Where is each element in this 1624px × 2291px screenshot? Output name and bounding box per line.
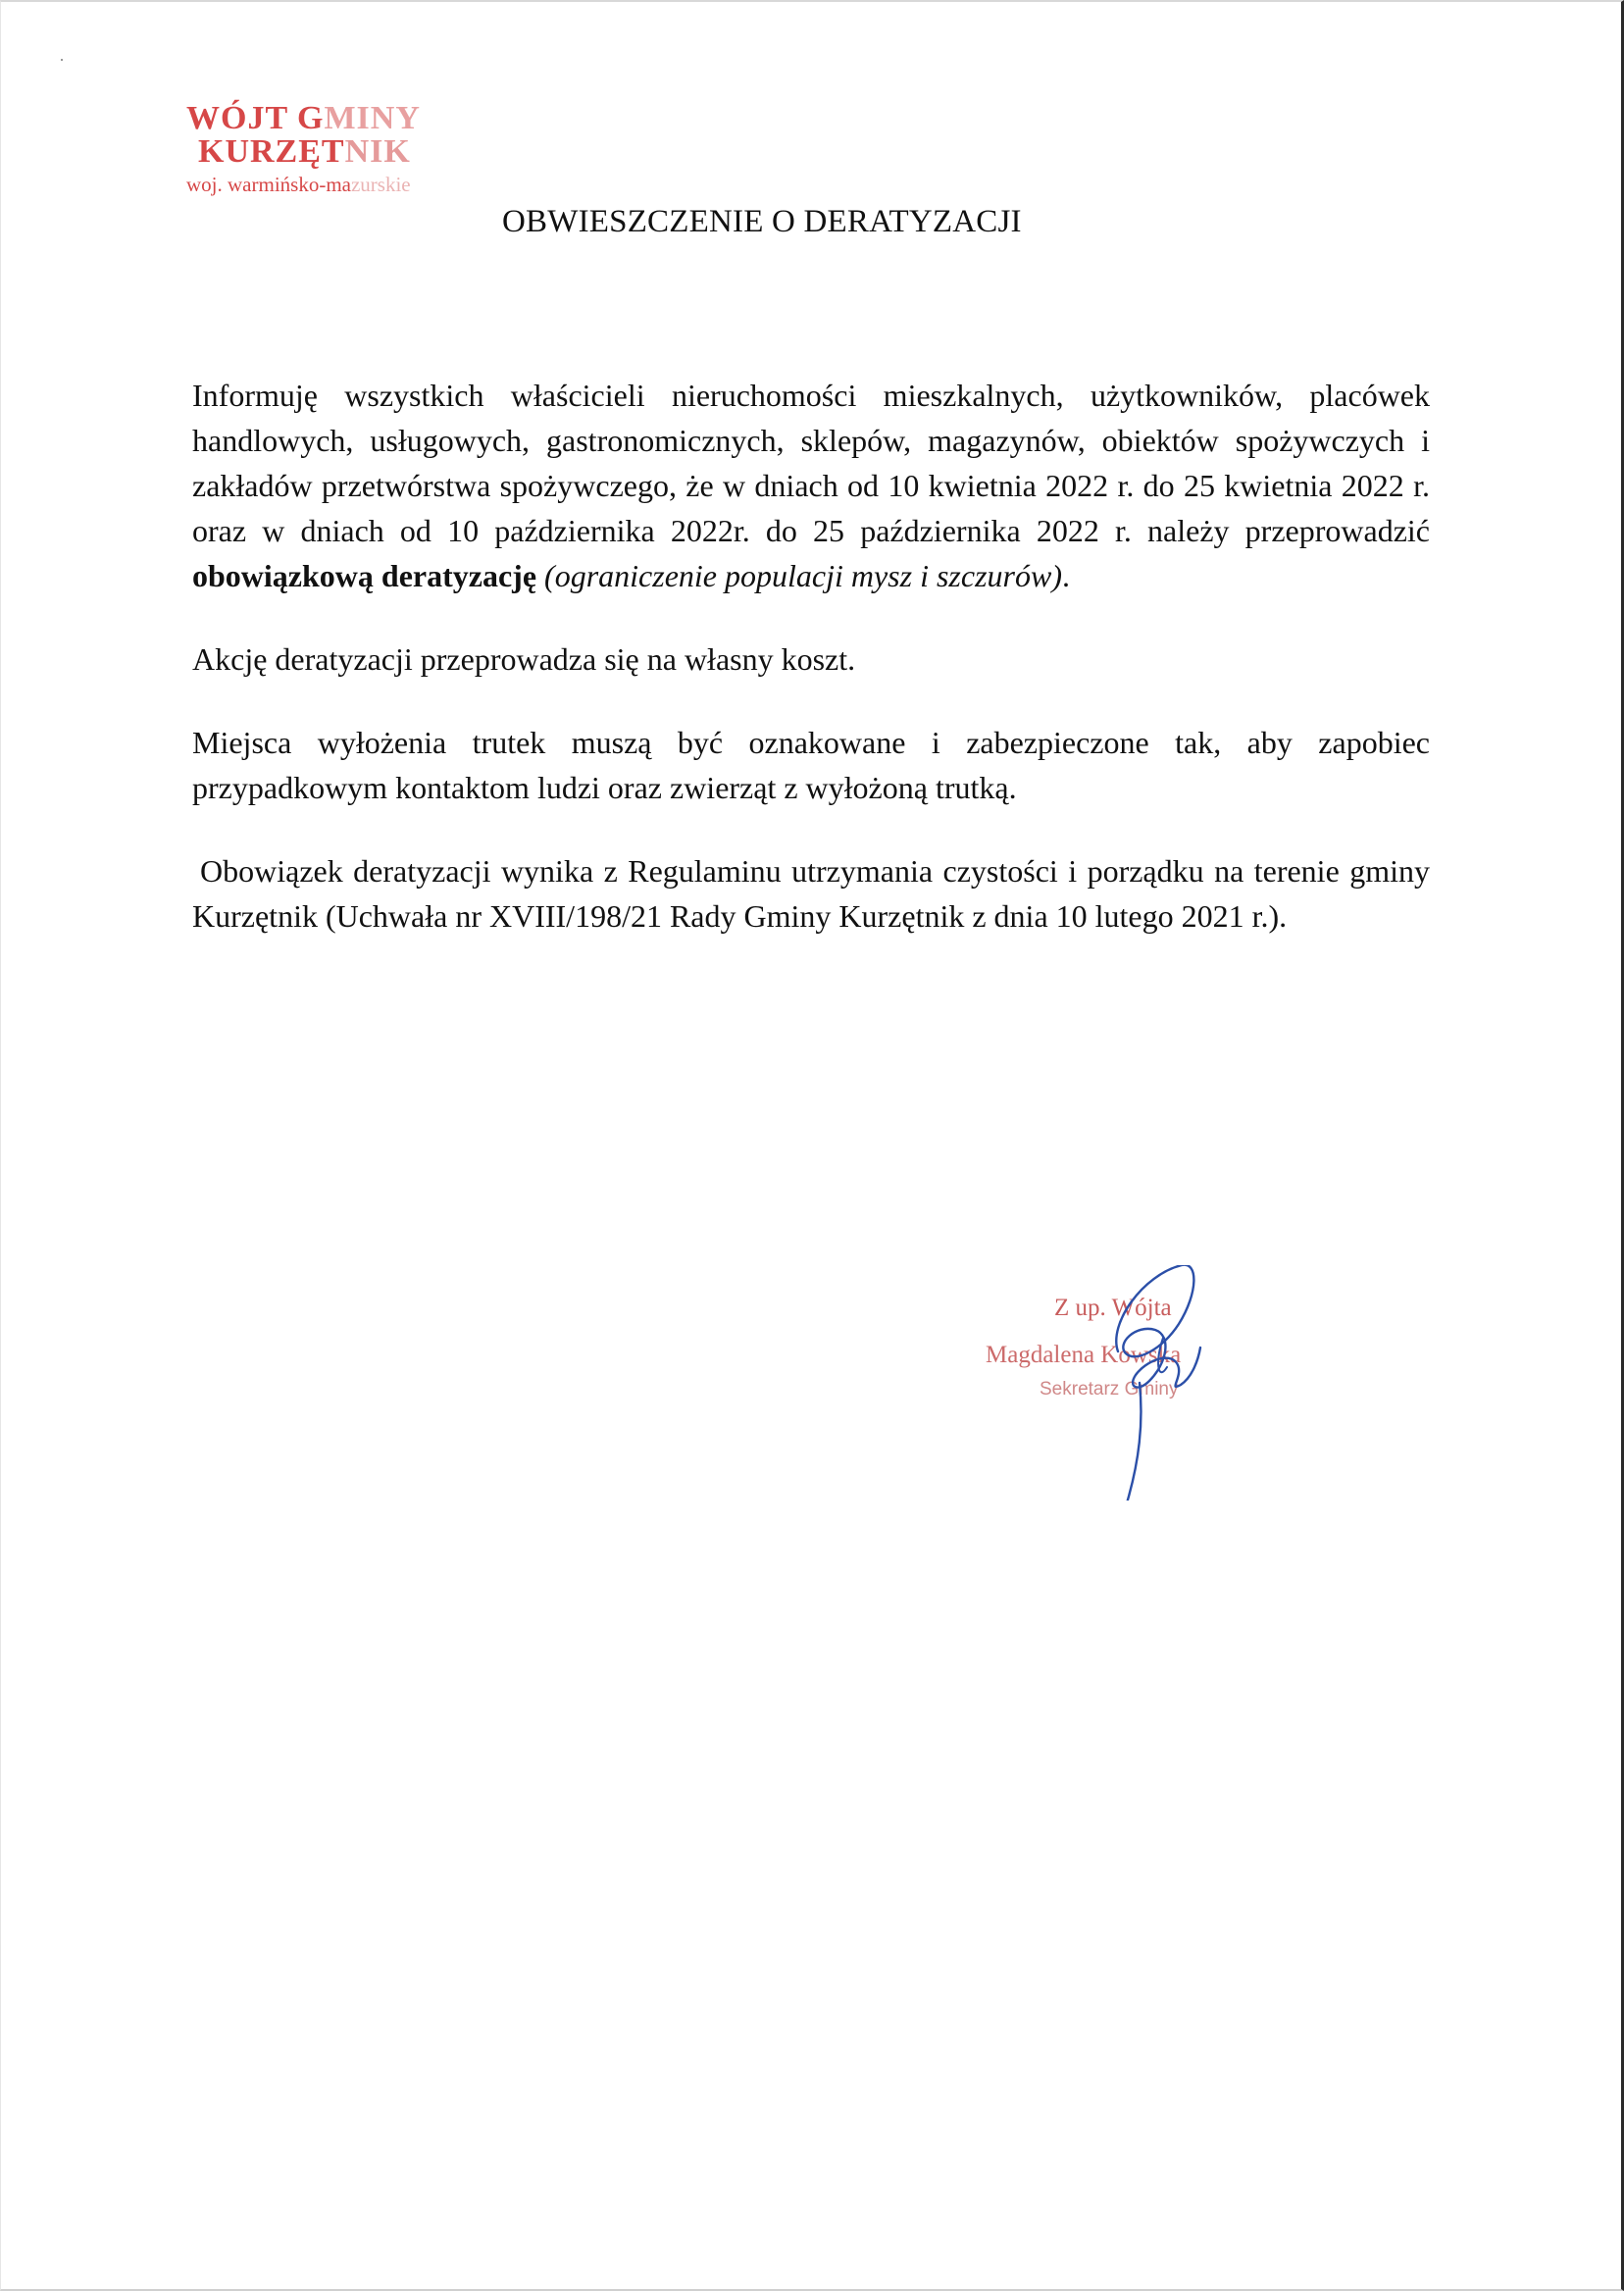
handwritten-signature [971,1265,1304,1501]
stamp-line2-b: NIK [344,133,411,170]
signature-role: Sekretarz Gminy [1040,1379,1179,1400]
official-stamp [186,102,500,196]
announcement-text: Informuję wszystkich właścicieli nieruchomości mieszkalnych, użytkowników, placówek handlowych, usługowych, gastronomicznych, sklepów, magazynów, obiektów spożywczych i zakładów przetwórstwa spożywczego, że w dniach od 10 kwietnia 2022 r. do 25 kwietnia 2022 r. oraz w dniach od 10 października 2022r. do 25 października 2022 r. należy przeprowadzić [192,378,1430,548]
stamp-line3-b: zurskie [350,173,411,196]
stamp-municipality-line [186,135,500,169]
signature-name: Magdalena Kowska [986,1342,1182,1368]
document-title: OBWIESZCZENIE O DERATYZACJI [502,204,1022,239]
stamp-line1-a: WÓJT G [186,100,325,136]
document-body [192,373,1430,939]
signature-authority: Z up. Wójta [1054,1295,1172,1321]
paragraph-cost: Akcję deratyzacji przeprowadza się na własny koszt. [192,641,856,677]
stamp-line3-a: woj. warmińsko-ma [186,173,351,196]
stamp-title-line [186,102,500,135]
stamp-line2-a: KURZĘT [198,133,345,170]
stamp-line1-b: MINY [324,100,421,136]
scan-speck [61,59,63,61]
stamp-region-line [186,173,500,196]
announcement-space [536,558,544,593]
announcement-italic: (ograniczenie populacji mysz i szczurów) [544,558,1062,593]
paragraph-legal-basis [192,848,1430,939]
announcement-bold: obowiązkową deratyzację [192,558,537,593]
signature-block [971,1265,1304,1501]
paragraph-announcement [192,373,1430,598]
announcement-end: . [1061,558,1070,593]
legal-basis-text: Obowiązek deratyzacji wynika z Regulaminu utrzymania czystości i porządku na terenie gminy Kurzętnik (Uchwała nr XVIII/198/21 Rady Gminy Kurzętnik z dnia 10 lutego 2021 r.). [192,853,1430,934]
paragraph-safety: Miejsca wyłożenia trutek muszą być oznakowane i zabezpieczone tak, aby zapobiec przypadkowym kontaktom ludzi oraz zwierząt z wyłożoną trutką. [192,725,1430,805]
